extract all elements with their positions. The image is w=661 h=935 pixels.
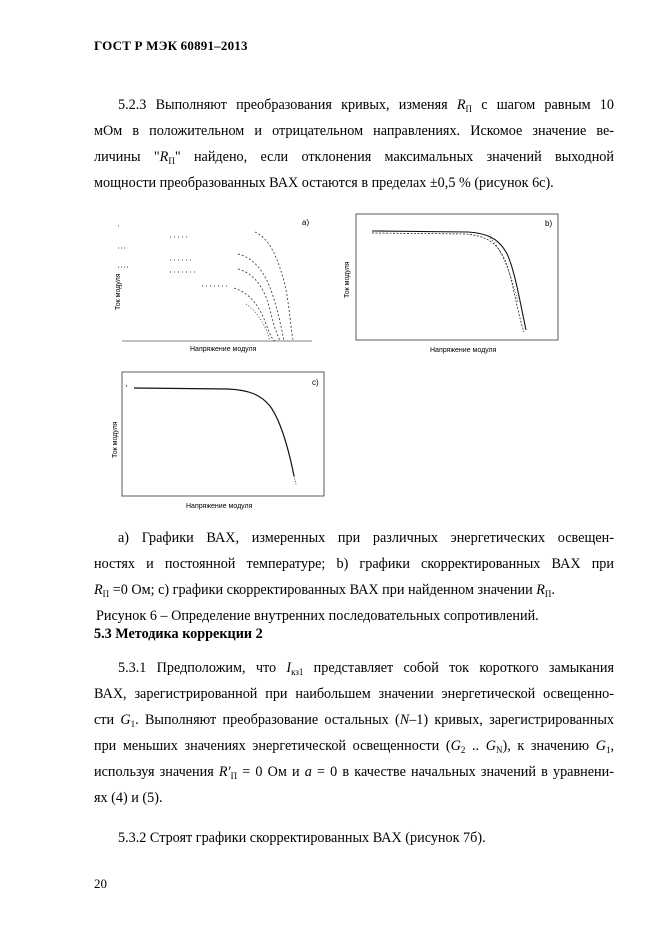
panel-b-tag: b) (545, 219, 553, 228)
document-header: ГОСТ Р МЭК 60891–2013 (94, 38, 248, 53)
paragraph-5-3-1 (94, 655, 614, 811)
section-title-5-3: 5.3 Методика коррекции 2 (94, 626, 263, 642)
panel-b-plot (338, 212, 568, 356)
p531-line-4: при меньших значениях энергетической освещенности ($G_2$ .. $G_N$), к значению $G_1$, (94, 738, 615, 755)
figure-panel-c (108, 370, 328, 512)
p531-line-3: сти $G_1$. Выполняют преобразование остальных (N–1) кривых, зарегистрированных (94, 712, 614, 729)
figure-panel-b (338, 212, 568, 356)
panel-a-plot (110, 214, 320, 354)
paragraph-5-3-2 (94, 825, 614, 851)
p531-line-1: 5.3.1 Предположим, что $I_{кз1}$ представляет собой ток короткого замыкания (118, 660, 614, 677)
panel-b-ylabel: Ток модуля (344, 261, 351, 298)
page-number: 20 (94, 876, 107, 891)
panel-c-curve (126, 386, 296, 484)
caption-line-1: а) Графики ВАХ, измеренных при различных энергетических освещен- (118, 530, 614, 546)
panel-c-plot (108, 370, 328, 512)
panel-b-curves (372, 231, 526, 332)
paragraph-5-2-3 (94, 92, 614, 196)
panel-c-tag: c) (312, 378, 319, 387)
panel-c-xlabel: Напряжение модуля (186, 503, 253, 510)
figure-panel-a (110, 214, 320, 354)
panel-a-ylabel: Ток модуля (115, 273, 122, 310)
p523-line-4: мощности преобразованных ВАХ остаются в пределах ±0,5 % (рисунок 6с). (94, 175, 554, 191)
panel-a-xlabel: Напряжение модуля (190, 346, 257, 353)
p531-line-2: ВАХ, зарегистрированной при наибольшем значении энергетической освещенно- (94, 686, 614, 702)
figure-title: Рисунок 6 – Определение внутренних последовательных сопротивлений. (96, 608, 539, 624)
p531-line-5: используя значения $R'_П = 0$ Ом и a = 0 в качестве начальных значений в уравнени- (94, 764, 614, 781)
caption-line-3: $R_П =0$ Ом; с) графики скорректированных ВАХ при найденном значении $R_П$. (94, 582, 555, 599)
p523-line-2: мОм в положительном и отрицательном направлениях. Искомое значение ве- (94, 123, 614, 139)
caption-line-2: ностях и постоянной температуре; b) графики скорректированных ВАХ при (94, 556, 614, 572)
p531-line-6: ях (4) и (5). (94, 790, 163, 806)
panel-a-curves (118, 226, 293, 341)
figure-caption (94, 525, 614, 629)
panel-b-xlabel: Напряжение модуля (430, 347, 497, 354)
panel-c-frame (122, 372, 324, 496)
p523-line-3: личины "$R_П$" найдено, если отклонения максимальных значений выходной (94, 149, 614, 166)
p532-line-1: 5.3.2 Строят графики скорректированных ВАХ (рисунок 7б). (118, 830, 486, 846)
panel-a-tag: a) (302, 218, 310, 227)
p523-line-1: 5.2.3 Выполняют преобразования кривых, изменяя $R_П$ с шагом равным 10 (118, 97, 614, 114)
panel-c-ylabel: Ток модуля (112, 421, 119, 458)
